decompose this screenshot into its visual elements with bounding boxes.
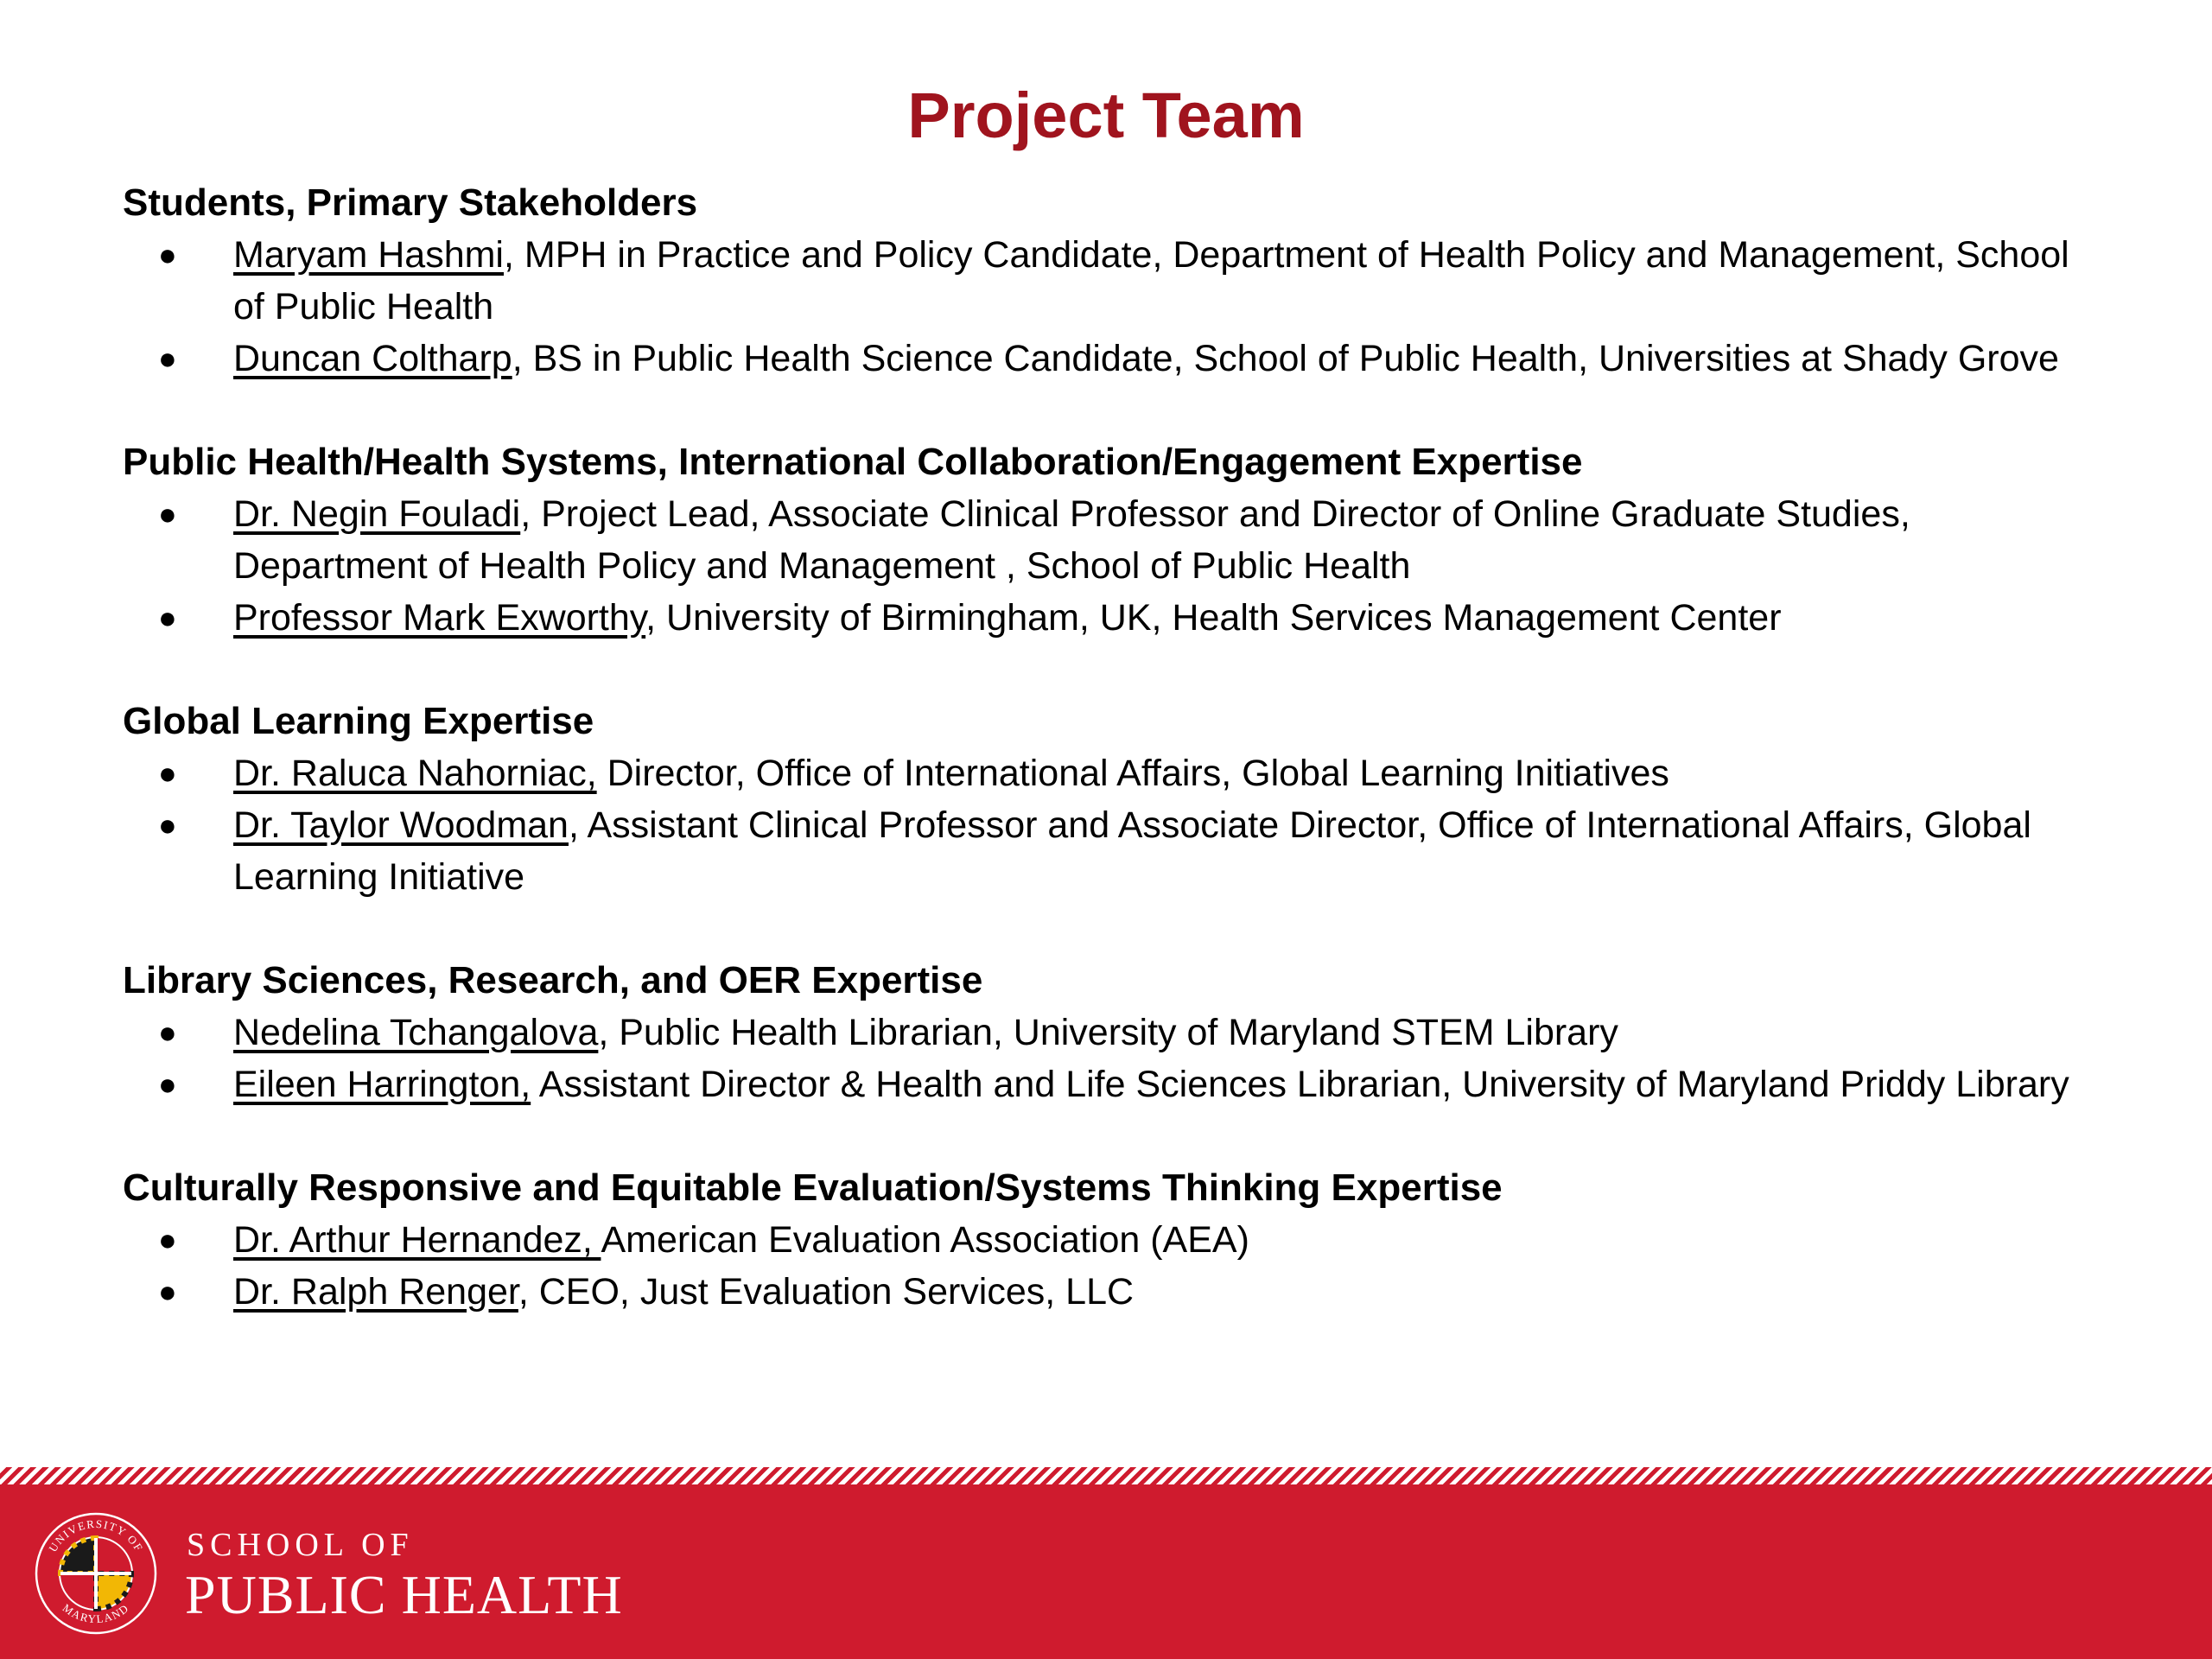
item-list bbox=[123, 1214, 2101, 1318]
member-details: , CEO, Just Evaluation Services, LLC bbox=[518, 1271, 1135, 1313]
bullet-icon: ● bbox=[158, 237, 177, 272]
section-students bbox=[123, 177, 2101, 385]
team-list bbox=[123, 177, 2101, 1370]
member-details: Director, Office of International Affairs, Global Learning Initiatives bbox=[596, 753, 1669, 794]
member-name-link[interactable]: Dr. Ralph Renger bbox=[233, 1271, 518, 1313]
page-title: Project Team bbox=[907, 79, 1305, 151]
member-details: , BS in Public Health Science Candidate, School of Public Health, Universities at Shady Grove bbox=[512, 338, 2059, 379]
list-item bbox=[123, 229, 2101, 333]
section-public-health bbox=[123, 436, 2101, 644]
item-list bbox=[123, 747, 2101, 903]
bullet-icon: ● bbox=[158, 1222, 177, 1257]
list-item bbox=[123, 488, 2101, 592]
footer-banner bbox=[0, 1467, 2212, 1659]
member-name-link[interactable]: Maryam Hashmi bbox=[233, 234, 504, 276]
item-list bbox=[123, 1007, 2101, 1110]
bullet-icon: ● bbox=[158, 1066, 177, 1102]
section-heading: Culturally Responsive and Equitable Evaluation/Systems Thinking Expertise bbox=[123, 1166, 1503, 1209]
section-library-sciences bbox=[123, 955, 2101, 1110]
list-item bbox=[123, 592, 2101, 644]
list-item bbox=[123, 1058, 2101, 1110]
member-details: , Assistant Clinical Professor and Associate Director, Office of International Affairs, Global Learning Initiative bbox=[233, 804, 2031, 898]
section-heading: Global Learning Expertise bbox=[123, 700, 594, 742]
bullet-icon: ● bbox=[158, 496, 177, 531]
bullet-icon: ● bbox=[158, 600, 177, 635]
section-heading: Public Health/Health Systems, International Collaboration/Engagement Expertise bbox=[123, 441, 1583, 483]
item-list bbox=[123, 488, 2101, 644]
member-name-link[interactable]: Nedelina Tchangalova bbox=[233, 1012, 599, 1053]
svg-text:MARYLAND: MARYLAND bbox=[60, 1601, 132, 1626]
member-name-link[interactable]: Duncan Coltharp bbox=[233, 338, 512, 379]
member-name-link[interactable]: Dr. Taylor Woodman bbox=[233, 804, 569, 846]
list-item bbox=[123, 1007, 2101, 1058]
bullet-icon: ● bbox=[158, 1014, 177, 1050]
member-details: , Project Lead, Associate Clinical Professor and Director of Online Graduate Studies, Department of Health Policy and Management , School of Public Health bbox=[233, 493, 1910, 587]
bullet-icon: ● bbox=[158, 807, 177, 842]
member-details: , University of Birmingham, UK, Health Services Management Center bbox=[645, 597, 1782, 639]
list-item bbox=[123, 799, 2101, 903]
member-details: Assistant Director & Health and Life Sciences Librarian, University of Maryland Priddy Library bbox=[531, 1064, 2069, 1105]
list-item bbox=[123, 333, 2101, 385]
brand-public-health: PUBLIC HEALTH bbox=[185, 1564, 623, 1625]
footer-stripe bbox=[0, 1467, 2212, 1484]
member-name-link[interactable]: Eileen Harrington, bbox=[233, 1064, 531, 1105]
item-list bbox=[123, 229, 2101, 385]
member-name-link[interactable]: Dr. Negin Fouladi bbox=[233, 493, 521, 535]
bullet-icon: ● bbox=[158, 1274, 177, 1309]
list-item bbox=[123, 1214, 2101, 1266]
bullet-icon: ● bbox=[158, 755, 177, 791]
member-details: , Public Health Librarian, University of Maryland STEM Library bbox=[598, 1012, 1618, 1053]
member-details: American Evaluation Association (AEA) bbox=[601, 1219, 1249, 1261]
brand-school-of: SCHOOL OF bbox=[187, 1527, 414, 1563]
svg-text:UNIVERSITY OF: UNIVERSITY OF bbox=[46, 1516, 146, 1554]
member-name-link[interactable]: Professor Mark Exworthy bbox=[233, 597, 646, 639]
member-details: , MPH in Practice and Policy Candidate, Department of Health Policy and Management, School of Public Health bbox=[233, 234, 2069, 327]
section-heading: Library Sciences, Research, and OER Expertise bbox=[123, 959, 983, 1001]
member-name-link[interactable]: Dr. Raluca Nahorniac, bbox=[233, 753, 597, 794]
section-global-learning bbox=[123, 696, 2101, 903]
section-evaluation bbox=[123, 1162, 2101, 1318]
list-item bbox=[123, 1266, 2101, 1318]
bullet-icon: ● bbox=[158, 340, 177, 376]
university-seal-icon bbox=[35, 1512, 157, 1635]
list-item bbox=[123, 747, 2101, 799]
member-name-link[interactable]: Dr. Arthur Hernandez, bbox=[233, 1219, 601, 1261]
section-heading: Students, Primary Stakeholders bbox=[123, 181, 698, 224]
